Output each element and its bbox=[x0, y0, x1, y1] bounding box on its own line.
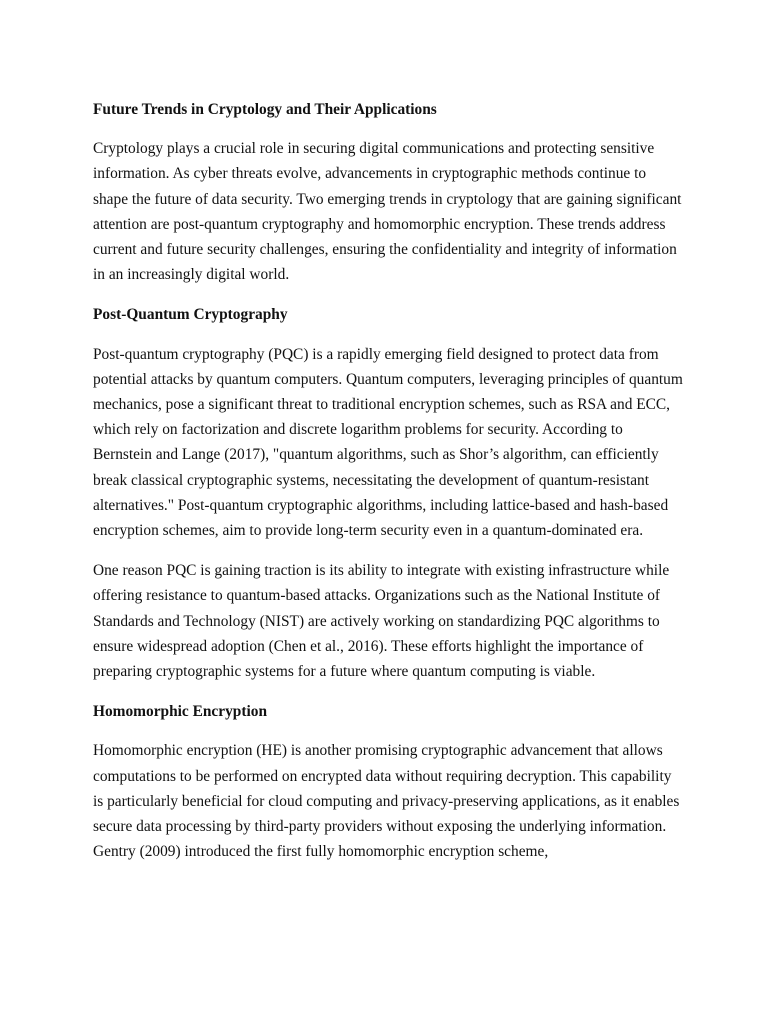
document-page bbox=[93, 97, 683, 864]
spacer bbox=[93, 724, 683, 738]
intro-paragraph: Cryptology plays a crucial role in securing digital communications and protecting sensitive information. As cyber threats evolve, advancements in cryptographic methods continue to shape the future of data security. Two emerging trends in cryptology that are gaining significant attention are post-quantum cryptography and homomorphic encryption. These trends address current and future security challenges, ensuring the confidentiality and integrity of information in an increasingly digital world. bbox=[93, 140, 682, 284]
he-paragraph-1: Homomorphic encryption (HE) is another promising cryptographic advancement that allows computations to be performed on encrypted data without requiring decryption. This capability is particularly beneficial for cloud computing and privacy-preserving applications, as it enables secure data processing by third-party providers without exposing the underlying information. Gentry (2009) introduced the first fully homomorphic encryption scheme, bbox=[93, 742, 680, 861]
pqc-paragraph-1: Post-quantum cryptography (PQC) is a rapidly emerging field designed to protect data from potential attacks by quantum computers. Quantum computers, leveraging principles of quantum mechanics, pose a significant threat to traditional encryption schemes, such as RSA and ECC, which rely on factorization and discrete logarithm problems for security. According to Bernstein and Lange (2017), "quantum algorithms, such as Shor’s algorithm, can efficiently break classical cryptographic systems, necessitating the development of quantum-resistant alternatives." Post-quantum cryptographic algorithms, including lattice-based and hash-based encryption schemes, aim to provide long-term security even in a quantum-dominated era. bbox=[93, 345, 683, 540]
section-heading-pqc: Post-Quantum Cryptography bbox=[93, 306, 288, 324]
spacer bbox=[93, 543, 683, 558]
document-title: Future Trends in Cryptology and Their Applications bbox=[93, 101, 437, 118]
pqc-paragraph-2: One reason PQC is gaining traction is its ability to integrate with existing infrastructure while offering resistance to quantum-based attacks. Organizations such as the National Institute of Standards and Technology (NIST) are actively working on standardizing PQC algorithms to ensure widespread adoption (Chen et al., 2016). These efforts highlight the importance of preparing cryptographic systems for a future where quantum computing is viable. bbox=[93, 562, 670, 681]
spacer bbox=[93, 122, 683, 136]
section-heading-he: Homomorphic Encryption bbox=[93, 703, 268, 721]
spacer bbox=[93, 287, 683, 302]
spacer bbox=[93, 328, 683, 342]
spacer bbox=[93, 684, 683, 699]
